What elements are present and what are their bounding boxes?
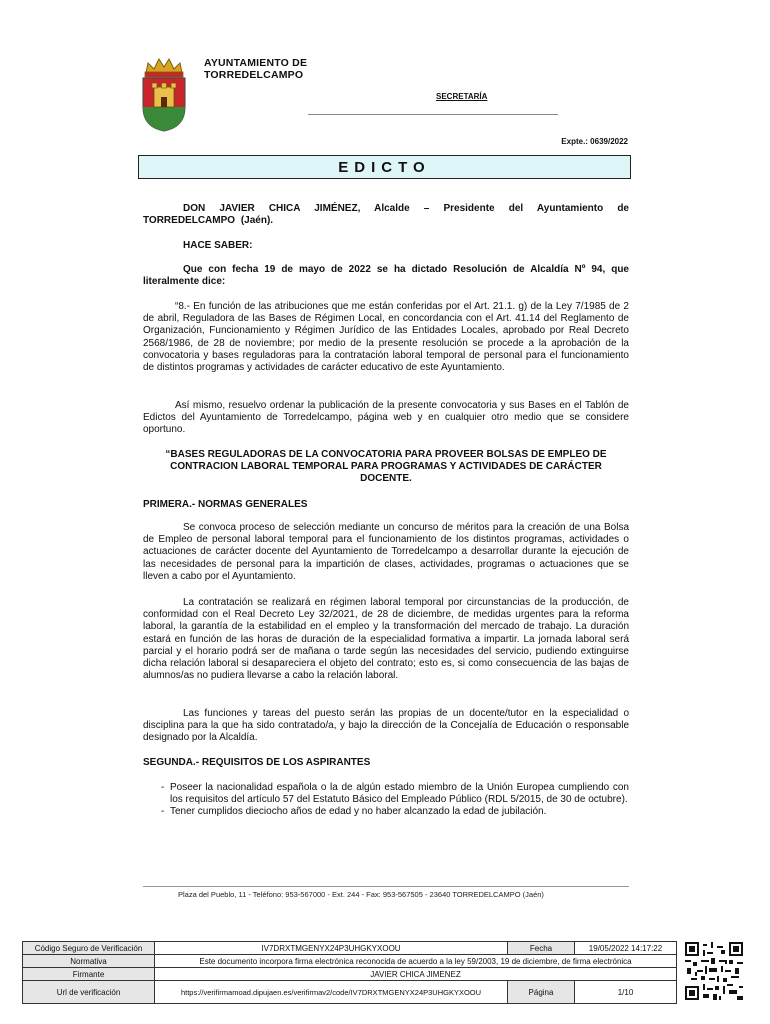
section1-paragraph-3: Las funciones y tareas del puesto serán las propias de un docente/tutor en la especialidad o disciplina para la que ha sido contratado/a, y bajo la dirección de la Concejalía de Educación o responsable designado por la Alcaldía. xyxy=(143,708,629,744)
header-divider xyxy=(308,114,558,115)
hace-saber: HACE SABER: xyxy=(183,240,253,251)
table-row xyxy=(23,942,677,955)
list-item xyxy=(143,782,629,806)
normativa-label: Normativa xyxy=(23,955,155,968)
file-number: Expte.: 0639/2022 xyxy=(561,137,628,146)
coat-of-arms-icon xyxy=(140,55,188,133)
list-item xyxy=(143,806,629,818)
department-label: SECRETARÍA xyxy=(436,92,488,101)
title-box xyxy=(138,155,631,179)
url-label: Url de verificación xyxy=(23,981,155,1004)
bases-title: “BASES REGULADORAS DE LA CONVOCATORIA PARA PROVEER BOLSAS DE EMPLEO DE CONTRACION LABORAL TEMPORAL PARA PROGRAMAS Y ACTIVIDADES DE CARÁCTER DOCENTE. xyxy=(165,449,607,485)
footer-divider xyxy=(143,886,629,887)
page-number: 1/10 xyxy=(575,981,677,1004)
requirement-text: Poseer la nacionalidad española o la de algún estado miembro de la Unión Europea cumpliendo con los requisitos del artículo 57 del Estatuto Básico del Empleado Público (RDL 5/2015, de 30 de octubre). xyxy=(170,782,629,806)
qr-code-icon[interactable] xyxy=(685,942,743,1000)
bullet-dash: - xyxy=(161,782,165,793)
normativa-text: Este documento incorpora firma electrónica reconocida de acuerdo a la ley 59/2003, 19 de diciembre, de firma electrónica xyxy=(155,955,677,968)
section-heading-1: PRIMERA.- NORMAS GENERALES xyxy=(143,499,308,510)
paragraph-1: “8.- En función de las atribuciones que me están conferidas por el Art. 21.1. g) de la Ley 7/1985 de 2 de abril, Reguladora de las Bases de Régimen Local, en concordancia con el Art. 41.14 del Reglamento de Organización, Funcionamiento y Régimen Jurídico de las Entidades Locales, aprobado por Real Decreto 2568/1986, de 28 de noviembre; por medio de la presente resolución se procede a la aprobación de la convocatoria y bases reguladoras para la contratación laboral temporal de personal para el funcionamiento de distintos programas y actividades de carácter educativo de este Ayuntamiento. xyxy=(143,301,629,374)
page-label: Página xyxy=(508,981,575,1004)
table-row xyxy=(23,981,677,1004)
requirements-list xyxy=(143,782,629,819)
verification-table xyxy=(22,941,677,1004)
paragraph-2: Así mismo, resuelvo ordenar la publicación de la presente convocatoria y sus Bases en el Tablón de Edictos del Ayuntamiento de Torredelcampo, página web y en cualquier otro medio que se considere oportuno. xyxy=(143,400,629,436)
verification-code: IV7DRXTMGENYX24P3UHGKYXOOU xyxy=(155,942,508,955)
signature-date: 19/05/2022 14:17:22 xyxy=(575,942,677,955)
section-heading-2: SEGUNDA.- REQUISITOS DE LOS ASPIRANTES xyxy=(143,757,371,768)
table-row xyxy=(23,955,677,968)
document-title: EDICTO xyxy=(338,158,431,176)
firmante-label: Firmante xyxy=(23,968,155,981)
resolution-paragraph: Que con fecha 19 de mayo de 2022 se ha dictado Resolución de Alcaldía Nº 94, que literalmente dice: xyxy=(143,264,629,288)
footer-address: Plaza del Pueblo, 11 - Teléfono: 953-567000 - Ext. 244 - Fax: 953-567505 - 23640 TORREDELCAMPO (Jaén) xyxy=(178,890,544,899)
table-row xyxy=(23,968,677,981)
section1-paragraph-2: La contratación se realizará en régimen laboral temporal por circunstancias de la producción, de conformidad con el Real Decreto Ley 32/2021, de 28 de diciembre, de medidas urgentes para la reforma laboral, la garantía de la estabilidad en el empleo y la transformación del mercado de trabajo. La duración estará en función de las horas de duración de la especialidad formativa a impartir. La jornada laboral será parcial y el horario podrá ser de mañana o tarde según las necesidades del servicio, pudiendo extinguirse dicha relación laboral si desapareciera el objeto del contrato; esto es, si como consecuencia de las bajas de alumnos/as no pudiera llevarse a cabo la relación laboral. xyxy=(143,597,629,682)
code-label: Código Seguro de Verificación xyxy=(23,942,155,955)
intro-paragraph: DON JAVIER CHICA JIMÉNEZ, Alcalde – Presidente del Ayuntamiento de TORREDELCAMPO (Jaén). xyxy=(143,203,629,227)
verification-url[interactable]: https://verifirmamoad.dipujaen.es/verifirmav2/code/IV7DRXTMGENYX24P3UHGKYXOOU xyxy=(155,981,508,1004)
org-line-1: AYUNTAMIENTO DE xyxy=(204,57,308,69)
organization-name xyxy=(204,57,307,81)
org-line-2: TORREDELCAMPO xyxy=(204,69,304,81)
requirement-text: Tener cumplidos dieciocho años de edad y no haber alcanzado la edad de jubilación. xyxy=(170,806,547,818)
bullet-dash: - xyxy=(161,806,165,818)
signer-name: JAVIER CHICA JIMENEZ xyxy=(155,968,677,981)
section1-paragraph-1: Se convoca proceso de selección mediante un concurso de méritos para la creación de una Bolsa de Empleo de personal laboral temporal para el funcionamiento de los distintos programas, actividades o actuaciones de carácter docente del Ayuntamiento de Torredelcampo a desarrollar durante la ejecución de las necesidades de personal para la impartición de clases, actividades, programas o actuaciones que se lleven a cabo por el Ayuntamiento. xyxy=(143,522,629,582)
date-label: Fecha xyxy=(508,942,575,955)
